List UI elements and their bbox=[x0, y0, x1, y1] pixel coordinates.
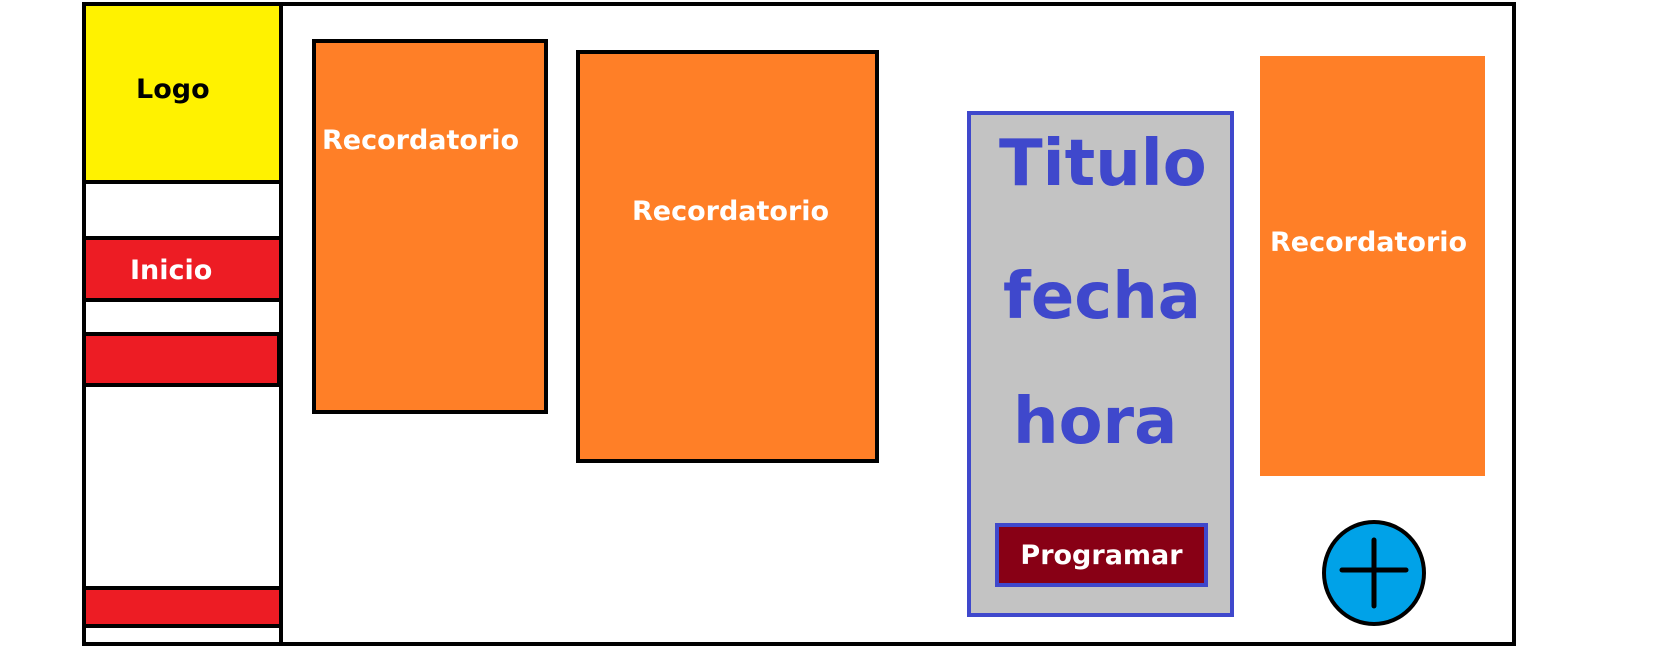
add-reminder-button[interactable] bbox=[1322, 520, 1426, 626]
date-field[interactable]: fecha bbox=[1003, 260, 1201, 334]
reminder-label: Recordatorio bbox=[322, 125, 520, 156]
reminder-label: Recordatorio bbox=[1270, 227, 1468, 258]
schedule-form bbox=[967, 111, 1234, 617]
sidebar-item-label: Inicio bbox=[130, 255, 213, 286]
reminder-card[interactable] bbox=[576, 50, 879, 463]
sidebar-item-3[interactable] bbox=[82, 586, 283, 628]
plus-icon bbox=[1326, 524, 1422, 622]
logo-label: Logo bbox=[136, 74, 210, 105]
reminder-card[interactable] bbox=[312, 39, 548, 414]
title-field[interactable]: Titulo bbox=[999, 127, 1207, 201]
time-field[interactable]: hora bbox=[1013, 385, 1178, 459]
sidebar-item-2[interactable] bbox=[82, 332, 281, 387]
schedule-button[interactable]: Programar bbox=[995, 523, 1208, 587]
logo bbox=[82, 2, 283, 184]
reminder-card[interactable] bbox=[1260, 56, 1485, 476]
sidebar-item-inicio[interactable] bbox=[82, 236, 283, 302]
reminder-label: Recordatorio bbox=[632, 196, 830, 227]
